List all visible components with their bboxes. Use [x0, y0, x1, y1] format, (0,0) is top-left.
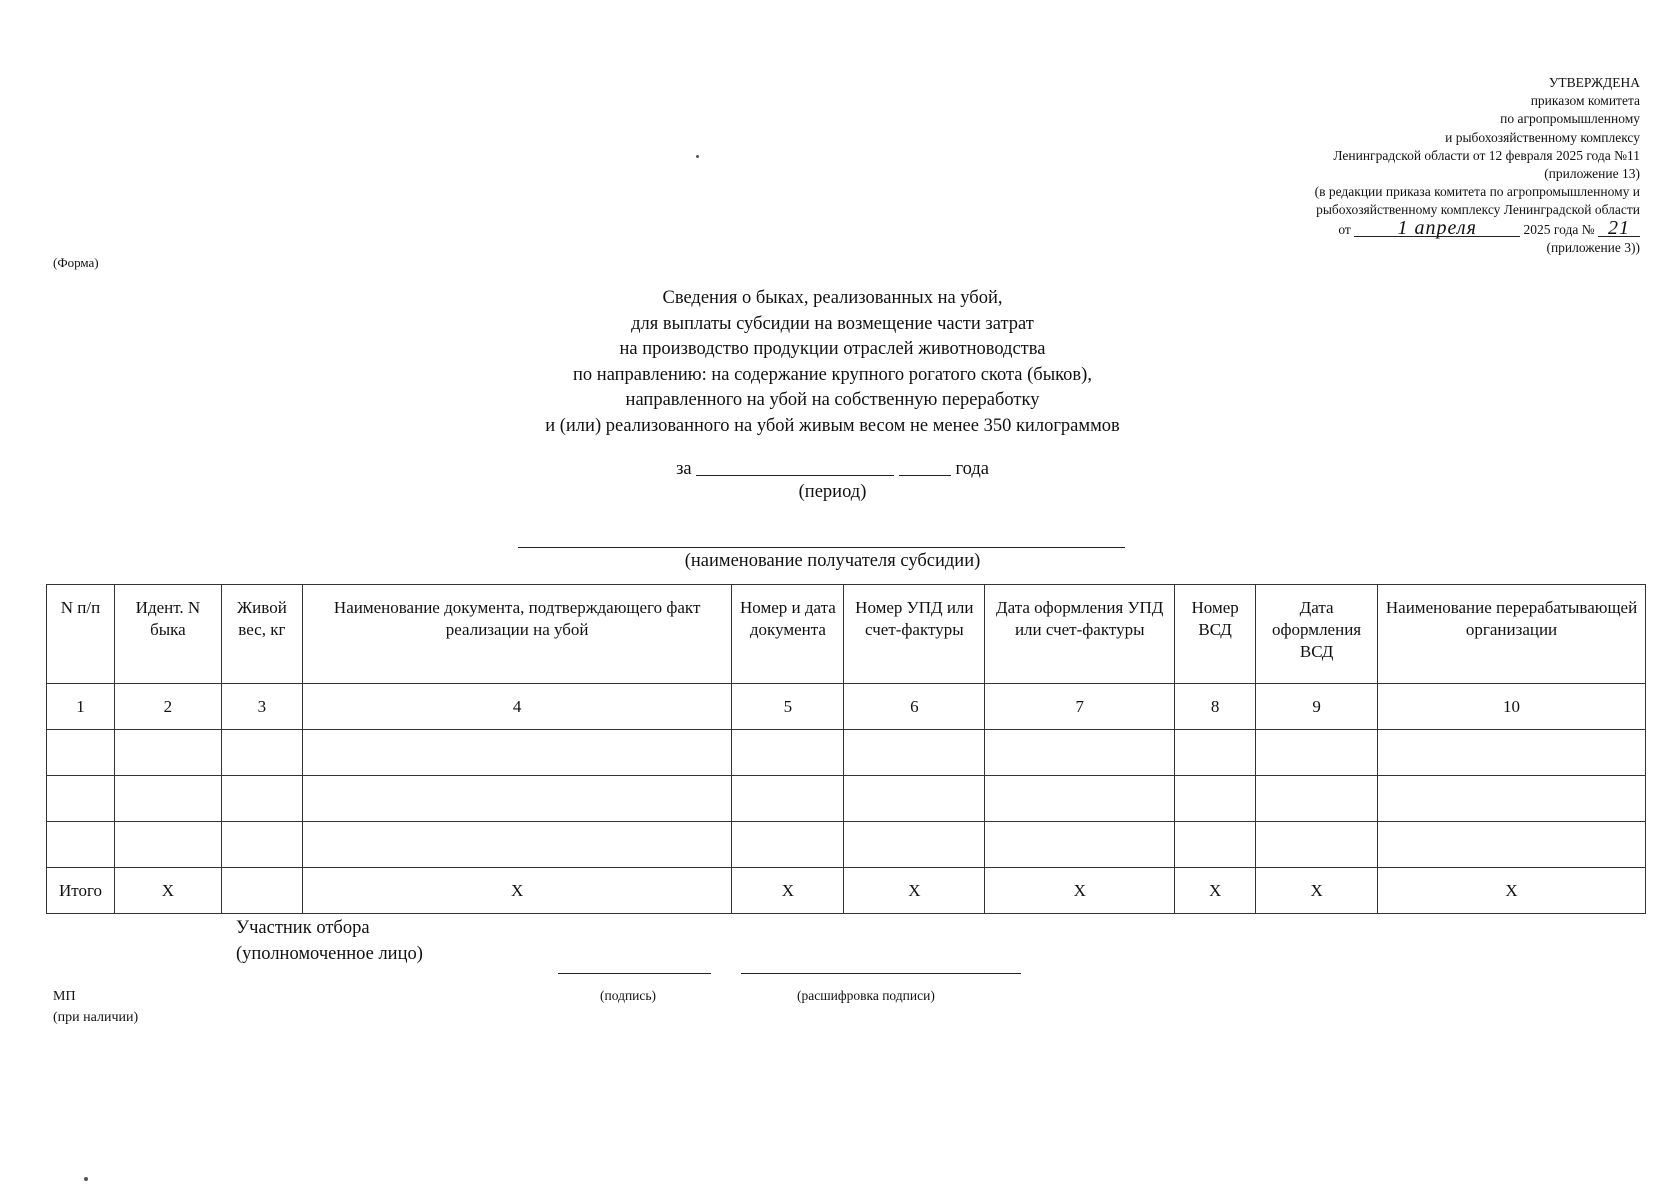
table-cell: [985, 730, 1175, 776]
table-cell: [47, 730, 115, 776]
header-cell: Идент. N быка: [114, 585, 221, 684]
title-line: Сведения о быках, реализованных на убой,: [662, 288, 1003, 308]
table-cell: [302, 822, 732, 868]
approval-title: УТВЕРЖДЕНА: [1548, 75, 1640, 90]
header-cell: Живой вес, кг: [221, 585, 302, 684]
signature-caption: (подпись): [600, 988, 657, 1003]
period-suffix: года: [955, 459, 989, 479]
table-row: [47, 776, 1646, 822]
column-number: 10: [1378, 684, 1646, 730]
period-blank: [696, 457, 894, 476]
table-cell: [221, 730, 302, 776]
column-number: 6: [844, 684, 985, 730]
approval-number-sign: №: [1581, 221, 1595, 237]
total-cell: [221, 868, 302, 914]
total-label: Итого: [47, 868, 115, 914]
table-header-row: [47, 585, 1646, 684]
total-cell: Х: [1256, 868, 1378, 914]
column-number: 2: [114, 684, 221, 730]
period-row: [0, 457, 1665, 480]
stamp-label: МП: [53, 989, 76, 1004]
header-cell: Наименование перерабатывающей организации: [1378, 585, 1646, 684]
total-cell: Х: [1175, 868, 1256, 914]
recipient-line: [518, 547, 1125, 548]
approval-line: (приложение 3)): [1546, 239, 1640, 255]
table-cell: [1175, 822, 1256, 868]
year-blank: [899, 457, 951, 476]
signature-decode-caption: (расшифровка подписи): [797, 988, 935, 1003]
table-cell: [732, 822, 844, 868]
period-caption: (период): [798, 482, 867, 502]
title-line: и (или) реализованного на убой живым весом не менее 350 килограммов: [545, 415, 1120, 436]
table-row: [47, 730, 1646, 776]
table-cell: [47, 822, 115, 868]
period-prefix: за: [676, 459, 692, 479]
table-cell: [114, 776, 221, 822]
table-cell: [844, 730, 985, 776]
scan-speck: [696, 155, 699, 158]
approval-line: по агропромышленному: [1500, 111, 1640, 127]
approval-line: (в редакции приказа комитета по агропромышленному и: [1314, 184, 1640, 200]
column-number: 5: [732, 684, 844, 730]
table-cell: [732, 730, 844, 776]
header-cell: Дата оформления ВСД: [1256, 585, 1378, 684]
table-cell: [1378, 730, 1646, 776]
approval-block: [1080, 74, 1640, 257]
header-cell: Номер и дата документа: [732, 585, 844, 684]
table-cell: [1256, 730, 1378, 776]
bulls-table: [46, 584, 1646, 914]
signer-block: [236, 915, 423, 967]
form-label: (Форма): [53, 255, 99, 270]
stamp-note: (при наличии): [53, 1010, 139, 1025]
column-number: 4: [302, 684, 732, 730]
total-cell: Х: [985, 868, 1175, 914]
table-cell: [1256, 822, 1378, 868]
signature-line: [558, 973, 711, 974]
column-number: 1: [47, 684, 115, 730]
header-cell: Номер ВСД: [1175, 585, 1256, 684]
approval-year: 2025 года: [1523, 221, 1579, 237]
table-cell: [844, 776, 985, 822]
approval-date-line: [1080, 216, 1640, 239]
table-cell: [114, 730, 221, 776]
total-row: [47, 868, 1646, 914]
table-row: [47, 822, 1646, 868]
table-cell: [302, 776, 732, 822]
title-line: по направлению: на содержание крупного рогатого скота (быков),: [573, 364, 1092, 385]
column-number: 9: [1256, 684, 1378, 730]
title-line: направленного на убой на собственную переработку: [625, 390, 1040, 410]
handwritten-date: 1 апреля: [1354, 220, 1520, 237]
total-cell: Х: [732, 868, 844, 914]
handwritten-number: 21: [1598, 220, 1640, 237]
table-cell: [47, 776, 115, 822]
approval-line: Ленинградской области от 12 февраля 2025 года №11: [1333, 147, 1640, 163]
column-number: 7: [985, 684, 1175, 730]
table-cell: [302, 730, 732, 776]
total-cell: Х: [844, 868, 985, 914]
table-cell: [844, 822, 985, 868]
approval-line: (приложение 13): [1544, 166, 1640, 182]
title-line: для выплаты субсидии на возмещение части затрат: [631, 313, 1034, 334]
total-cell: Х: [114, 868, 221, 914]
header-cell: N п/п: [47, 585, 115, 684]
table-cell: [1378, 776, 1646, 822]
table-cell: [732, 776, 844, 822]
table-cell: [1175, 776, 1256, 822]
table-cell: [114, 822, 221, 868]
signer-line: (уполномоченное лицо): [236, 944, 423, 964]
table-cell: [1175, 730, 1256, 776]
total-cell: Х: [1378, 868, 1646, 914]
header-cell: Дата оформления УПД или счет-фактуры: [985, 585, 1175, 684]
header-cell: Номер УПД или счет-фактуры: [844, 585, 985, 684]
table-cell: [221, 822, 302, 868]
table-cell: [985, 776, 1175, 822]
title-line: на производство продукции отраслей животноводства: [619, 339, 1046, 359]
approval-date-prefix: от: [1338, 221, 1351, 237]
approval-line: и рыбохозяйственному комплексу: [1445, 129, 1640, 145]
table-cell: [1256, 776, 1378, 822]
approval-line: приказом комитета: [1530, 93, 1640, 109]
document-title: [0, 286, 1665, 439]
table-cell: [221, 776, 302, 822]
column-number: 8: [1175, 684, 1256, 730]
column-number-row: [47, 684, 1646, 730]
table-cell: [985, 822, 1175, 868]
scan-speck: [84, 1177, 88, 1181]
header-cell: Наименование документа, подтверждающего факт реализации на убой: [302, 585, 732, 684]
signature-decode-line: [741, 973, 1021, 974]
stamp-place: [53, 986, 138, 1028]
signer-line: Участник отбора: [236, 918, 370, 938]
recipient-caption: (наименование получателя субсидии): [684, 551, 981, 571]
column-number: 3: [221, 684, 302, 730]
approval-line: рыбохозяйственному комплексу Ленинградской области: [1316, 202, 1640, 218]
total-cell: Х: [302, 868, 732, 914]
table-cell: [1378, 822, 1646, 868]
